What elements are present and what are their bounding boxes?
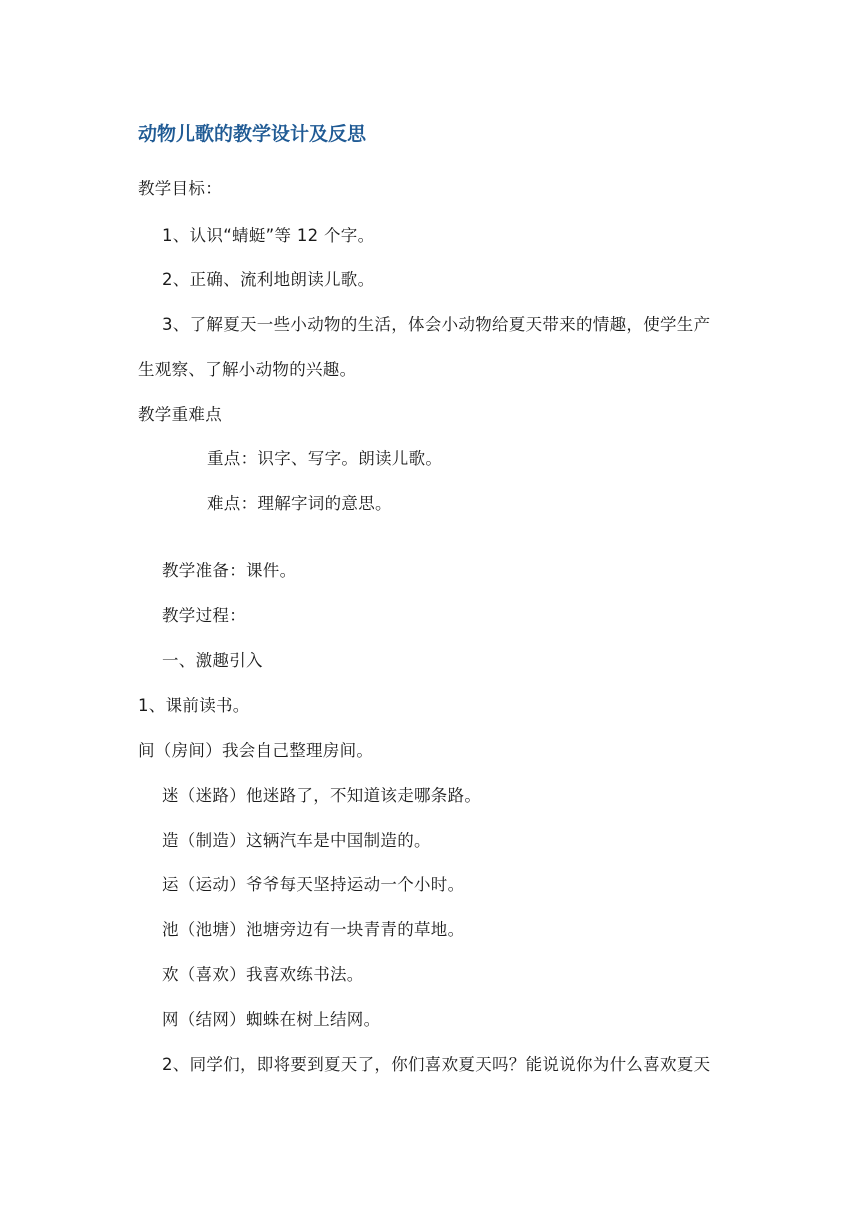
step-2: 2、同学们，即将要到夏天了，你们喜欢夏天吗？能说说你为什么喜欢夏天: [162, 1055, 711, 1074]
word-line-yun: 运（运动）爷爷每天坚持运动一个小时。: [162, 875, 465, 894]
objective-1: 1、认识“蜻蜓”等 12 个字。: [162, 226, 375, 245]
word-line-jian: 间（房间）我会自己整理房间。: [138, 741, 374, 760]
word-line-chi: 池（池塘）池塘旁边有一块青青的草地。: [162, 920, 465, 939]
word-line-mi: 迷（迷路）他迷路了，不知道该走哪条路。: [162, 786, 482, 805]
section-heading-objectives: 教学目标：: [138, 179, 222, 198]
document-title: 动物儿歌的教学设计及反思: [138, 123, 367, 145]
word-line-huan: 欢（喜欢）我喜欢练书法。: [162, 965, 364, 984]
objective-3-continued: 生观察、了解小动物的兴趣。: [138, 360, 357, 379]
key-point: 重点：识字、写字。朗读儿歌。: [207, 449, 443, 468]
step-heading-intro: 一、激趣引入: [162, 651, 263, 670]
objective-3: 3、了解夏天一些小动物的生活，体会小动物给夏天带来的情趣，使学生产: [162, 315, 711, 334]
section-heading-key-points: 教学重难点: [138, 405, 222, 424]
difficult-point: 难点：理解字词的意思。: [207, 494, 392, 513]
word-line-wang: 网（结网）蜘蛛在树上结网。: [162, 1010, 381, 1029]
teaching-preparation: 教学准备：课件。: [162, 561, 297, 580]
word-line-zao: 造（制造）这辆汽车是中国制造的。: [162, 831, 431, 850]
objective-2: 2、正确、流利地朗读儿歌。: [162, 270, 375, 289]
section-heading-process: 教学过程：: [162, 606, 246, 625]
step-1: 1、课前读书。: [138, 696, 250, 715]
